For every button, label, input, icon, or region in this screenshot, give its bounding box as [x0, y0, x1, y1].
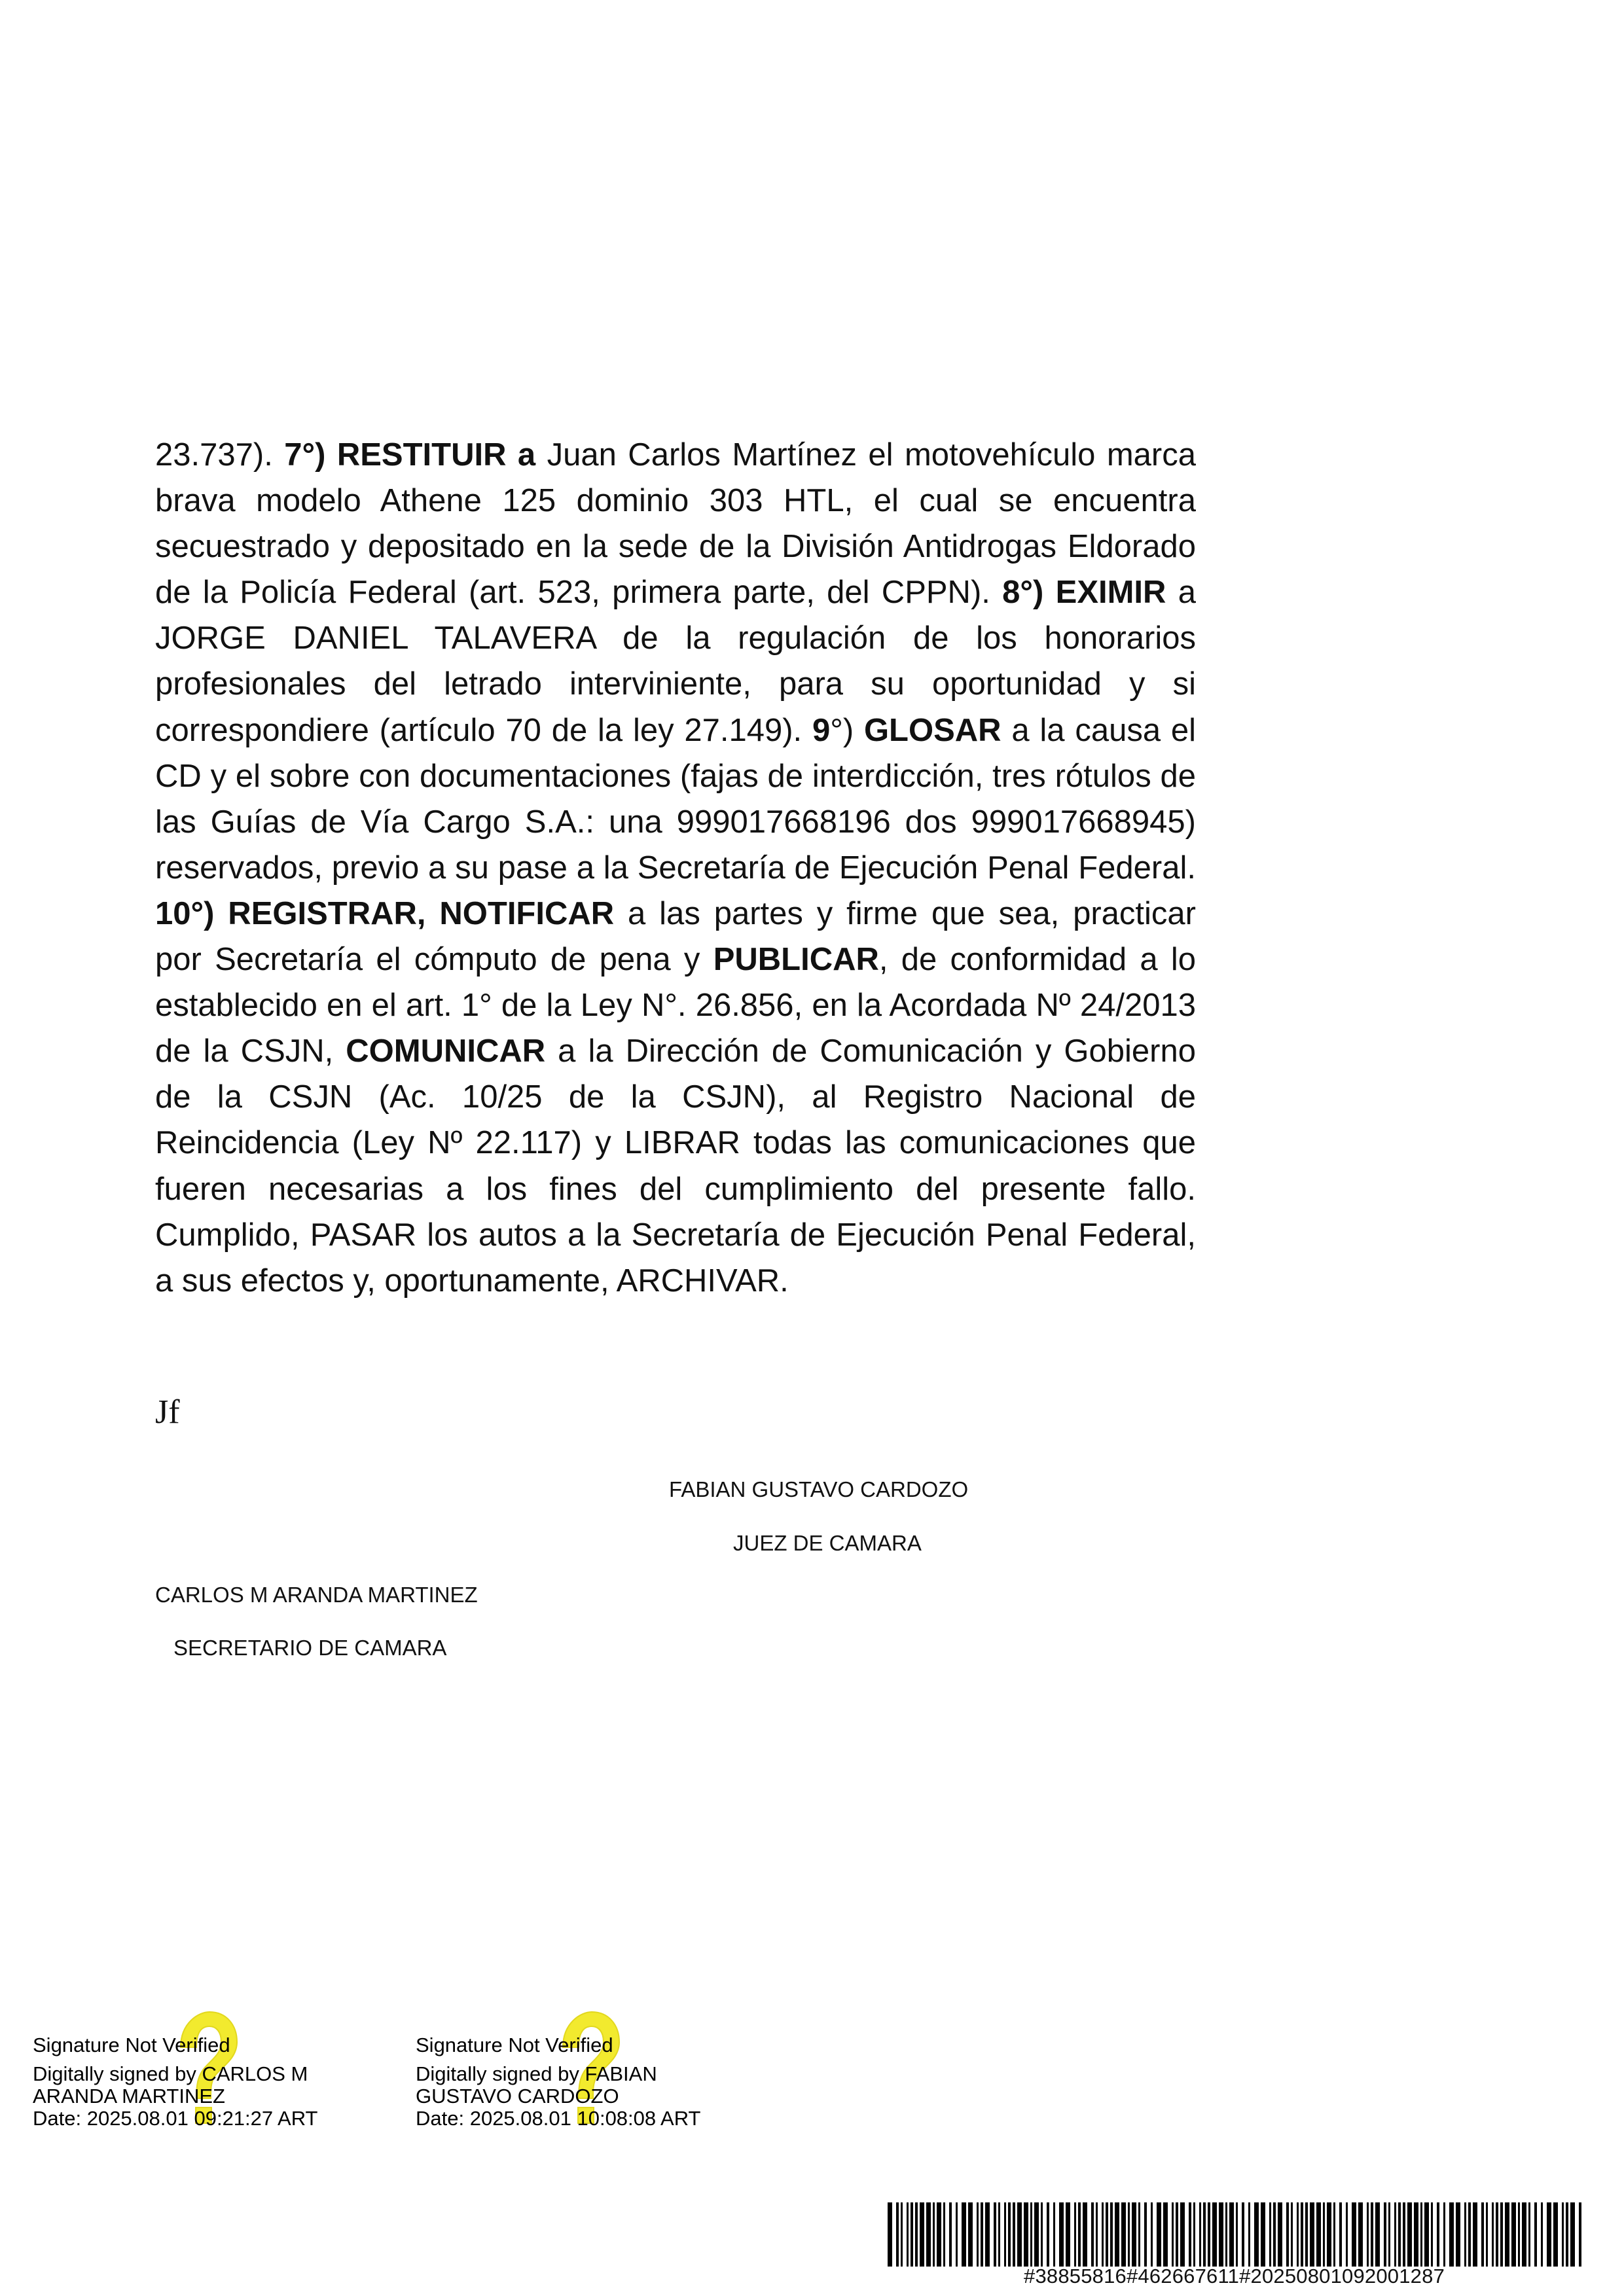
barcode-bar	[1468, 2202, 1471, 2267]
barcode-bar	[1570, 2202, 1575, 2267]
barcode-bar	[1358, 2202, 1363, 2267]
barcode-bar	[888, 2202, 892, 2267]
text-run: a las partes y firme que sea, practicar por Secretaría el cómputo de pena y	[155, 895, 1196, 978]
barcode-bar	[1189, 2202, 1191, 2267]
bold-phrase: 8°) EXIMIR	[1002, 575, 1166, 611]
barcode-bar	[1151, 2202, 1153, 2267]
barcode-bar	[1496, 2202, 1498, 2267]
barcode-bar	[1420, 2202, 1422, 2267]
barcode-bar	[1193, 2202, 1195, 2267]
bold-phrase: GLOSAR	[863, 712, 1001, 748]
barcode-bar	[956, 2202, 958, 2267]
barcode-bar	[1110, 2202, 1113, 2267]
barcode-bar	[1176, 2202, 1178, 2267]
barcode-bar	[1269, 2202, 1271, 2267]
barcode-bar	[1481, 2202, 1484, 2267]
document-barcode	[888, 2202, 1581, 2267]
barcode-bar	[1248, 2202, 1250, 2267]
barcode-bar	[1579, 2202, 1581, 2267]
barcode-bar	[1437, 2202, 1439, 2267]
barcode-bar	[1500, 2202, 1503, 2267]
signature-date: Date: 2025.08.01 09:21:27 ART	[33, 2107, 318, 2130]
barcode-bar	[937, 2202, 941, 2267]
bold-phrase: 9	[812, 712, 831, 748]
barcode-bar	[1352, 2202, 1356, 2267]
barcode-bar	[911, 2202, 913, 2267]
barcode-bar	[1456, 2202, 1460, 2267]
barcode-bar	[1388, 2202, 1390, 2267]
barcode-bar	[1053, 2202, 1055, 2267]
barcode-bar	[1102, 2202, 1104, 2267]
secretary-name: CARLOS M ARANDA MARTINEZ	[155, 1583, 478, 1607]
barcode-bar	[1492, 2202, 1494, 2267]
barcode-bar	[1414, 2202, 1418, 2267]
barcode-bar	[1562, 2202, 1564, 2267]
barcode-bar	[1034, 2202, 1039, 2267]
barcode-bar	[1254, 2202, 1259, 2267]
barcode-bar	[1212, 2202, 1217, 2267]
barcode-bar	[1449, 2202, 1454, 2267]
signature-date: Date: 2025.08.01 10:08:08 ART	[416, 2107, 701, 2130]
barcode-bar	[1013, 2202, 1015, 2267]
barcode-number: #38855816#462667611#20250801092001287	[1024, 2265, 1445, 2287]
barcode-bar	[1534, 2202, 1537, 2267]
barcode-bar	[901, 2202, 903, 2267]
barcode-bar	[968, 2202, 973, 2267]
barcode-bar	[1522, 2202, 1526, 2267]
barcode-bar	[1333, 2202, 1335, 2267]
barcode-bar	[1403, 2202, 1405, 2267]
signature-signer: Digitally signed by CARLOS M	[33, 2062, 308, 2085]
barcode-bar	[1008, 2202, 1011, 2267]
barcode-bar	[1199, 2202, 1201, 2267]
barcode-bar	[1242, 2202, 1244, 2267]
barcode-bar	[920, 2202, 924, 2267]
barcode-bar	[1511, 2202, 1516, 2267]
signature-signer: ARANDA MARTINEZ	[33, 2085, 225, 2108]
text-run: °)	[830, 712, 864, 748]
barcode-bar	[949, 2202, 952, 2267]
barcode-bar	[1144, 2202, 1147, 2267]
barcode-bar	[1316, 2202, 1321, 2267]
barcode-bar	[1163, 2202, 1168, 2267]
barcode-bar	[1553, 2202, 1558, 2267]
judge-title: JUEZ DE CAMARA	[733, 1531, 922, 1555]
barcode-bar	[1327, 2202, 1331, 2267]
barcode-bar	[1398, 2202, 1401, 2267]
barcode-bar	[1157, 2202, 1161, 2267]
barcode-bar	[1229, 2202, 1234, 2267]
barcode-bar	[1424, 2202, 1429, 2267]
barcode-bar	[981, 2202, 983, 2267]
digital-signature-judge	[416, 2034, 700, 2130]
text-run: a la Dirección de Comunicación y Gobierno de la CSJN (Ac. 10/25 de la CSJN), al Registro Nacional de Reincidencia (Ley Nº 22.117) y LIBRAR todas las comunicaciones que fueren necesarias a los fines del cumplimiento del presente fallo. Cumplido, PASAR los autos a la Secretaría de Ejecución Penal Federal, a sus efectos y, oportunamente, ARCHIVAR.	[155, 1033, 1196, 1299]
barcode-bar	[1384, 2202, 1386, 2267]
barcode-bar	[1528, 2202, 1530, 2267]
barcode-bar	[1132, 2202, 1136, 2267]
barcode-bar	[1128, 2202, 1130, 2267]
barcode-bar	[1346, 2202, 1348, 2267]
barcode-bar	[1371, 2202, 1373, 2267]
barcode-bar	[1310, 2202, 1314, 2267]
barcode-bar	[977, 2202, 979, 2267]
barcode-bar	[1286, 2202, 1289, 2267]
barcode-bar	[1180, 2202, 1185, 2267]
resolution-body-text	[155, 432, 1196, 1304]
barcode-bar	[1261, 2202, 1265, 2267]
barcode-bar	[1083, 2202, 1087, 2267]
barcode-bar	[1301, 2202, 1303, 2267]
text-run: Juan Carlos Martínez el motovehículo marca brava modelo Athene 125 dominio 303 HTL, el cual se encuentra secuestrado y depositado en la sede de la División Antidrogas Eldorado de la Policía Federal (art. 523, primera parte, del CPPN).	[155, 437, 1196, 611]
barcode-bar	[1106, 2202, 1108, 2267]
text-run: a la causa el CD y el sobre con documentaciones (fajas de interdicción, tres rótulos de las Guías de Vía Cargo S.A.: una 999017668196 dos 999017668945) reservados, previo a su pase a la Secretaría de Ejecución Penal Federal.	[155, 712, 1196, 886]
barcode-bar	[1566, 2202, 1568, 2267]
barcode-bar	[1339, 2202, 1342, 2267]
barcode-bar	[1115, 2202, 1119, 2267]
barcode-bar	[926, 2202, 931, 2267]
barcode-bar	[1091, 2202, 1094, 2267]
barcode-bar	[1024, 2202, 1028, 2267]
barcode-bar	[1505, 2202, 1509, 2267]
barcode-bar	[1547, 2202, 1551, 2267]
signature-status: Signature Not Verified	[416, 2034, 613, 2056]
bold-phrase: PUBLICAR	[713, 942, 879, 978]
barcode-bar	[1305, 2202, 1308, 2267]
barcode-bar	[1291, 2202, 1293, 2267]
barcode-bar	[1236, 2202, 1238, 2267]
judge-name: FABIAN GUSTAVO CARDOZO	[669, 1477, 969, 1501]
signature-status: Signature Not Verified	[33, 2034, 230, 2056]
barcode-bar	[1121, 2202, 1126, 2267]
barcode-bar	[1273, 2202, 1276, 2267]
barcode-bar	[915, 2202, 918, 2267]
barcode-bar	[1017, 2202, 1022, 2267]
bold-phrase: COMUNICAR	[346, 1033, 546, 1069]
barcode-bar	[1172, 2202, 1174, 2267]
barcode-bar	[896, 2202, 899, 2267]
barcode-bar	[1138, 2202, 1140, 2267]
barcode-bar	[1431, 2202, 1433, 2267]
barcode-bar	[1278, 2202, 1282, 2267]
barcode-bar	[1041, 2202, 1043, 2267]
barcode-bar	[994, 2202, 996, 2267]
author-initials: Jf	[155, 1393, 180, 1431]
barcode-bar	[1473, 2202, 1477, 2267]
barcode-bar	[1375, 2202, 1380, 2267]
barcode-bar	[985, 2202, 990, 2267]
text-run: , de conformidad a lo establecido en el art. 1° de la Ley N°. 26.856, en la Acordada Nº 24/2013 de la CSJN,	[155, 942, 1196, 1069]
barcode-bar	[962, 2202, 966, 2267]
secretary-title: SECRETARIO DE CAMARA	[173, 1636, 447, 1660]
barcode-bar	[1541, 2202, 1543, 2267]
barcode-bar	[1047, 2202, 1049, 2267]
barcode-bar	[1208, 2202, 1210, 2267]
barcode-bar	[1486, 2202, 1488, 2267]
bold-phrase: 10°) REGISTRAR, NOTIFICAR	[155, 895, 615, 931]
text-run: 23.737).	[155, 437, 285, 473]
barcode-bar	[1066, 2202, 1070, 2267]
barcode-bar	[1004, 2202, 1006, 2267]
signature-signer: GUSTAVO CARDOZO	[416, 2085, 619, 2108]
barcode-bar	[1219, 2202, 1223, 2267]
text-run: a JORGE DANIEL TALAVERA de la regulación de los honorarios profesionales del letrado interviniente, para su oportunidad y si correspondiere (artículo 70 de la ley 27.149).	[155, 575, 1196, 748]
barcode-bar	[1096, 2202, 1098, 2267]
barcode-bar	[1030, 2202, 1032, 2267]
signature-signer: Digitally signed by FABIAN	[416, 2062, 657, 2085]
bold-phrase: 7°) RESTITUIR a	[284, 437, 536, 473]
barcode-bar	[1078, 2202, 1081, 2267]
barcode-bar	[1074, 2202, 1076, 2267]
barcode-bar	[943, 2202, 945, 2267]
barcode-bar	[1225, 2202, 1227, 2267]
barcode-bar	[998, 2202, 1000, 2267]
barcode-bar	[1407, 2202, 1412, 2267]
barcode-bar	[1443, 2202, 1445, 2267]
barcode-bar	[1464, 2202, 1466, 2267]
barcode-bar	[1297, 2202, 1299, 2267]
barcode-bar	[1323, 2202, 1325, 2267]
digital-signature-secretary	[33, 2034, 317, 2130]
barcode-bar	[933, 2202, 935, 2267]
barcode-bar	[907, 2202, 909, 2267]
barcode-bar	[1059, 2202, 1064, 2267]
barcode-bar	[1518, 2202, 1520, 2267]
barcode-bar	[1367, 2202, 1369, 2267]
barcode-bar	[1394, 2202, 1396, 2267]
barcode-bar	[1203, 2202, 1206, 2267]
